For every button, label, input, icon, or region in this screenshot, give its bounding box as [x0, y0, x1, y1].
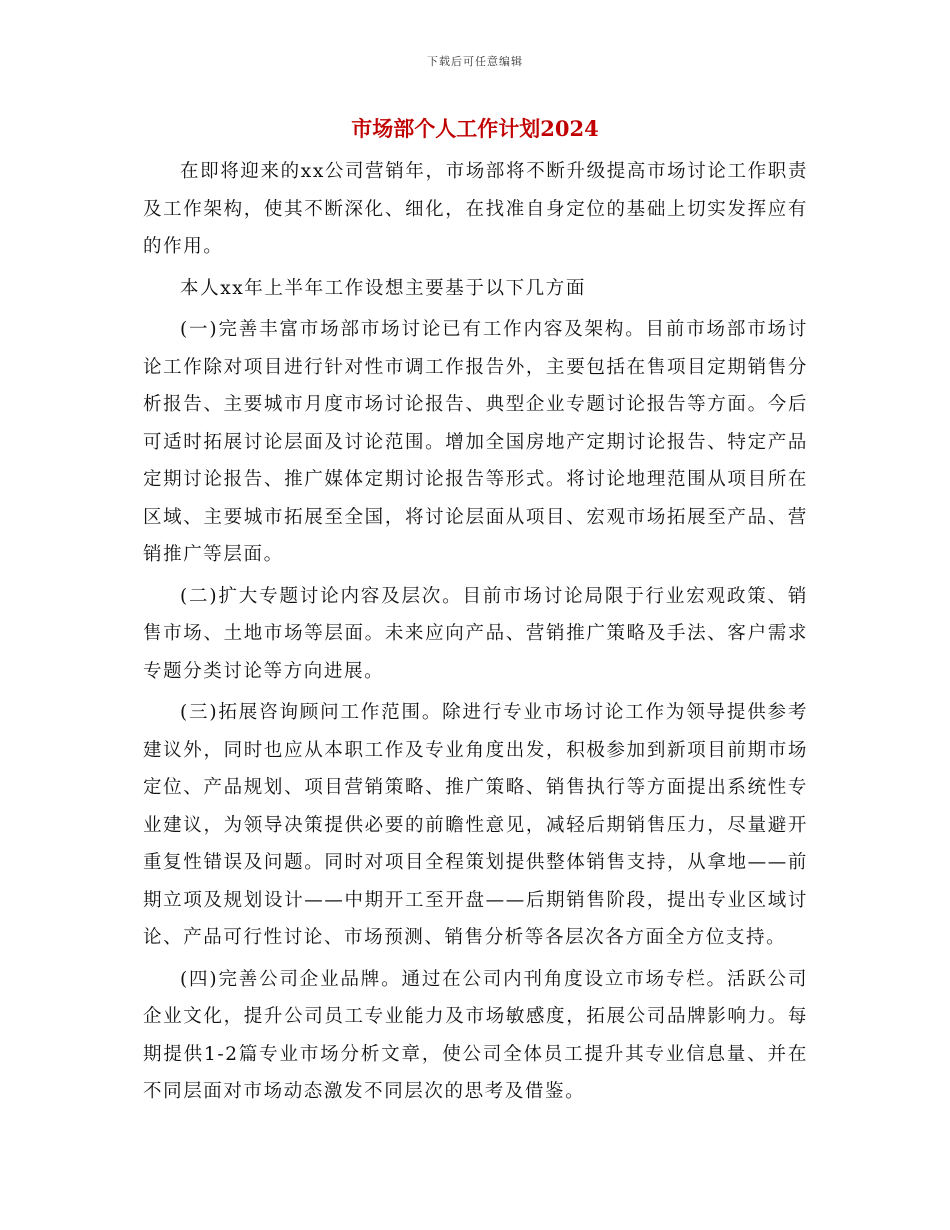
- paragraph-item-1: (一)完善丰富市场部市场讨论已有工作内容及架构。目前市场部市场讨论工作除对项目进行针对性市调工作报告外，主要包括在售项目定期销售分析报告、主要城市月度市场讨论报告、典型企业专题讨论报告等方面。今后可适时拓展讨论层面及讨论范围。增加全国房地产定期讨论报告、特定产品定期讨论报告、推广媒体定期讨论报告等形式。将讨论地理范围从项目所在区域、主要城市拓展至全国，将讨论层面从项目、宏观市场拓展至产品、营销推广等层面。: [143, 319, 808, 565]
- page-header-note: 下载后可任意编辑: [427, 55, 523, 68]
- paragraph-item-2: (二)扩大专题讨论内容及层次。目前市场讨论局限于行业宏观政策、销售市场、土地市场等层面。未来应向产品、营销推广策略及手法、客户需求专题分类讨论等方向进展。: [143, 585, 808, 682]
- document-body: [143, 153, 808, 1115]
- document-title: 市场部个人工作计划2024: [351, 116, 599, 141]
- paragraph-item-4: (四)完善公司企业品牌。通过在公司内刊角度设立市场专栏。活跃公司企业文化，提升公司员工专业能力及市场敏感度，拓展公司品牌影响力。每期提供1-2篇专业市场分析文章，使公司全体员工提升其专业信息量、并在不同层面对市场动态激发不同层次的思考及借鉴。: [143, 968, 808, 1102]
- paragraph-intro: 在即将迎来的xx公司营销年，市场部将不断升级提高市场讨论工作职责及工作架构，使其不断深化、细化，在找准自身定位的基础上切实发挥应有的作用。: [143, 161, 808, 257]
- paragraph-item-3: (三)拓展咨询顾问工作范围。除进行专业市场讨论工作为领导提供参考建议外，同时也应从本职工作及专业角度出发，积极参加到新项目前期市场定位、产品规划、项目营销策略、推广策略、销售执行等方面提出系统性专业建议，为领导决策提供必要的前瞻性意见，减轻后期销售压力，尽量避开重复性错误及问题。同时对项目全程策划提供整体销售支持，从拿地——前期立项及规划设计——中期开工至开盘——后期销售阶段，提出专业区域讨论、产品可行性讨论、市场预测、销售分析等各层次各方面全方位支持。: [143, 702, 808, 948]
- paragraph-overview: 本人xx年上半年工作设想主要基于以下几方面: [180, 277, 586, 299]
